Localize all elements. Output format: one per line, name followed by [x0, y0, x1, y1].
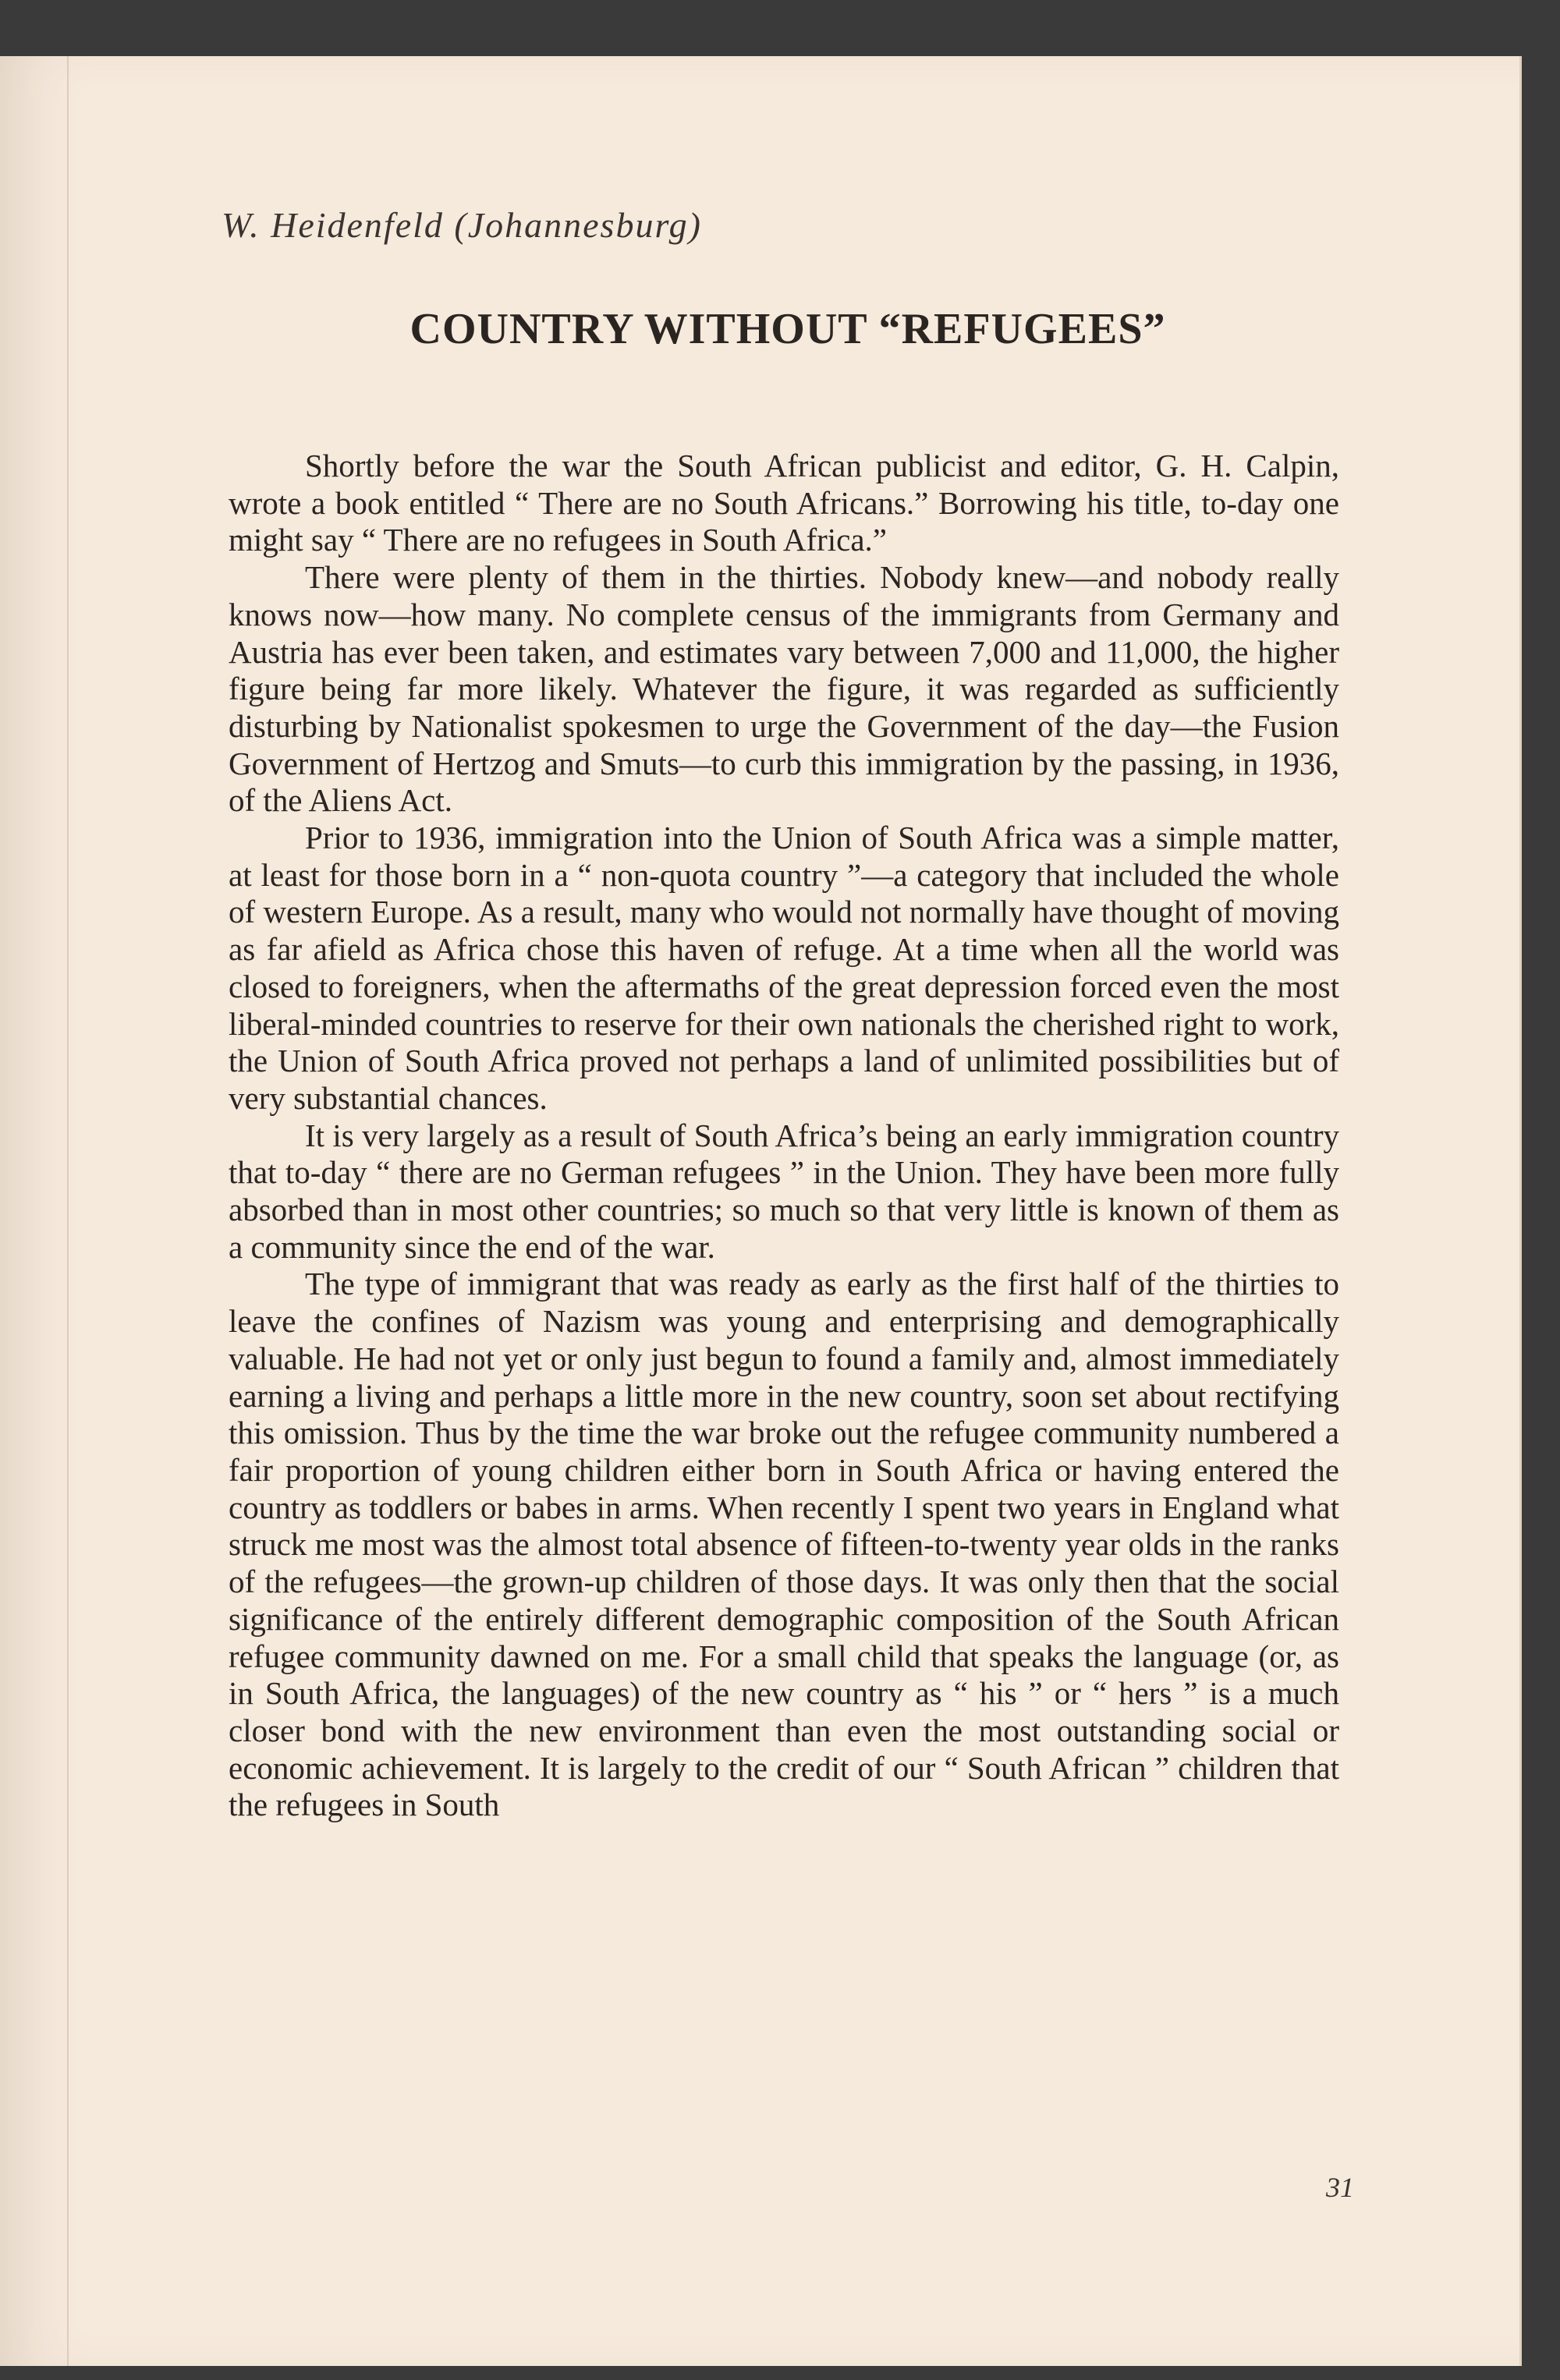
author-byline: W. Heidenfeld (Johannesburg): [222, 205, 702, 245]
article-title: COUNTRY WITHOUT “REFUGEES”: [410, 305, 1166, 353]
paragraph-5: The type of immigrant that was ready as early as the first half of the thirties to leave the confines of Nazism was young and enterprising and demographically valuable. He had not yet or only just begun to found a family and, almost immediately earning a living and perhaps a little more in the new country, soon set about rectifying this omission. Thus by the time the war broke out the refugee community numbered a fair proportion of young children either born in South Africa or having entered the country as toddlers or babes in arms. When recently I spent two years in England what struck me most was the almost total absence of fifteen-to-twenty year olds in the ranks of the refugees—the grown-up children of those days. It was only then that the social significance of the entirely different demographic composition of the South African refugee community dawned on me. For a small child that speaks the language (or, as in South Africa, the languages) of the new country as “ his ” or “ hers ” is a much closer bond with the new environment than even the most outstanding social or economic achievement. It is largely to the credit of our “ South African ” children that the refugees in South: [229, 1266, 1339, 1823]
book-page: [0, 56, 1522, 2366]
paragraph-3: Prior to 1936, immigration into the Union of South Africa was a simple matter, at least for those born in a “ non-quota country ”—a category that included the whole of western Europe. As a result, many who would not normally have thought of moving as far afield as Africa chose this haven of refuge. At a time when all the world was closed to foreigners, when the aftermaths of the great depression forced even the most liberal-minded countries to reserve for their own nationals the cherished right to work, the Union of South Africa proved not perhaps a land of unlimited possibilities but of very substantial chances.: [229, 820, 1339, 1116]
article-body: [229, 448, 1339, 1824]
paragraph-4: It is very largely as a result of South Africa’s being an early immigration country that to-day “ there are no German refugees ” in the Union. They have been more fully absorbed than in most other countries; so much so that very little is known of them as a community since the end of the war.: [229, 1117, 1339, 1265]
paragraph-2: There were plenty of them in the thirties. Nobody knew—and nobody really knows now—how many. No complete census of the immigrants from Germany and Austria has ever been taken, and estimates vary between 7,000 and 11,000, the higher figure being far more likely. Whatever the figure, it was regarded as sufficiently disturbing by Nationalist spokesmen to urge the Government of the day—the Fusion Government of Hertzog and Smuts—to curb this immigration by the passing, in 1936, of the Aliens Act.: [229, 559, 1339, 819]
page-number: 31: [1326, 2172, 1354, 2203]
page-gutter: [67, 56, 69, 2366]
paragraph-1: Shortly before the war the South African publicist and editor, G. H. Calpin, wrote a book entitled “ There are no South Africans.” Borrowing his title, to-day one might say “ There are no refugees in South Africa.”: [229, 448, 1339, 558]
